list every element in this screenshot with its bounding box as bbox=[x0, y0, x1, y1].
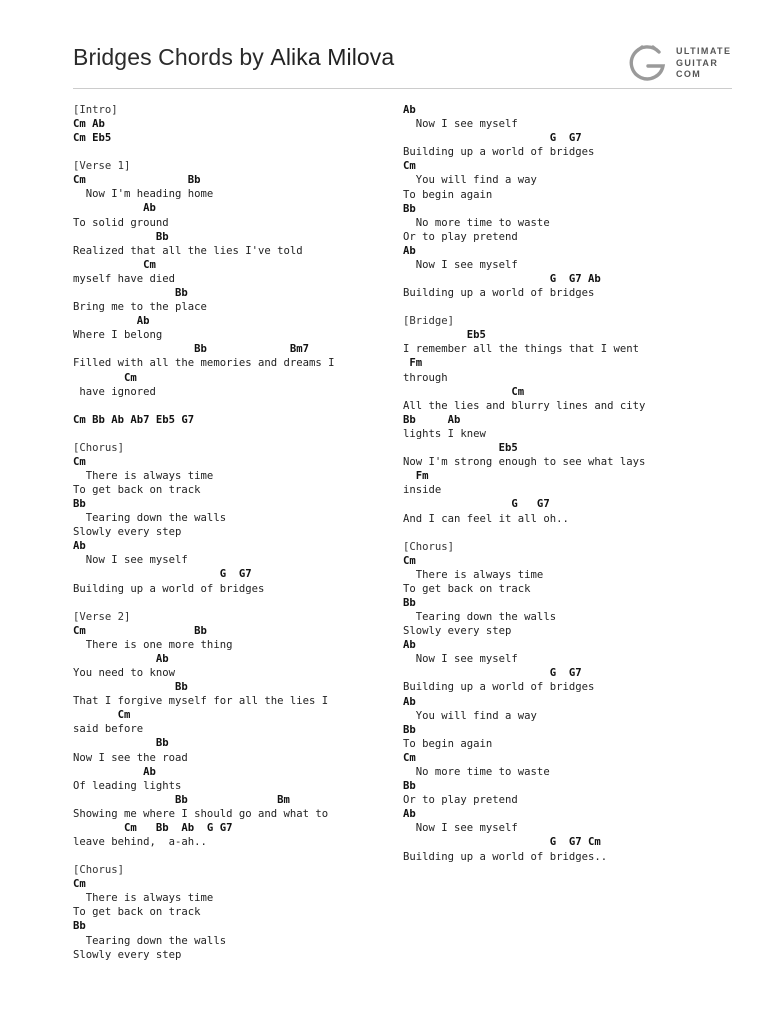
lyric-line: There is one more thing bbox=[73, 638, 233, 651]
chord-line: Ab bbox=[403, 104, 416, 116]
lyric-line: Slowly every step bbox=[73, 526, 182, 539]
lyric-line: To begin again bbox=[403, 188, 493, 201]
lyric-line: That I forgive myself for all the lies I bbox=[73, 695, 329, 708]
stanza-gap bbox=[73, 427, 393, 441]
chord-line: Cm bbox=[403, 385, 525, 398]
lyric-line: Now I see myself bbox=[403, 822, 518, 835]
lyric-line: Building up a world of bridges bbox=[403, 287, 595, 300]
lyric-line: Building up a world of bridges bbox=[403, 146, 595, 159]
lyric-line: You will find a way bbox=[403, 174, 537, 187]
chord-line: Cm Eb5 bbox=[73, 132, 112, 145]
chord-line: Ab bbox=[73, 202, 156, 215]
lyric-line: To begin again bbox=[403, 737, 493, 750]
chord-line: G G7 bbox=[403, 132, 582, 145]
lyric-line: And I can feel it all oh.. bbox=[403, 512, 569, 525]
header-divider bbox=[73, 88, 732, 89]
lyric-line: have ignored bbox=[73, 385, 156, 398]
chord-line: Bb bbox=[73, 287, 188, 300]
artist-name: Alika Milova bbox=[270, 44, 395, 70]
section-heading: [Chorus] bbox=[73, 864, 125, 877]
chord-line: Ab bbox=[403, 695, 416, 708]
chord-line: Bb bbox=[73, 737, 169, 750]
ultimate-guitar-logo bbox=[628, 44, 738, 84]
ultimate-guitar-logo-icon bbox=[628, 44, 668, 84]
lyric-line: Bring me to the place bbox=[73, 301, 207, 314]
chord-line: Fm bbox=[403, 357, 423, 370]
lyric-line: Of leading lights bbox=[73, 779, 182, 792]
chord-line: Cm bbox=[403, 160, 416, 173]
chord-line: Bb Bm7 bbox=[73, 343, 309, 356]
chord-line: Ab bbox=[403, 244, 416, 257]
chord-line: Ab bbox=[73, 540, 86, 553]
chord-line: Ab bbox=[73, 315, 150, 328]
lyric-line: through bbox=[403, 371, 448, 384]
chord-line: Bb bbox=[73, 230, 169, 243]
lyric-line: Now I see myself bbox=[403, 259, 518, 272]
lyric-line: Now I see the road bbox=[73, 751, 188, 764]
lyric-line: Building up a world of bridges.. bbox=[403, 850, 608, 863]
chord-line: Bb bbox=[403, 202, 416, 215]
chord-line: Cm bbox=[73, 709, 131, 722]
lyric-line: Building up a world of bridges bbox=[403, 681, 595, 694]
chord-line: Bb bbox=[73, 920, 86, 933]
logo-line: ULTIMATE bbox=[676, 46, 732, 56]
chord-line: G G7 Cm bbox=[403, 836, 601, 849]
lyric-line: Tearing down the walls bbox=[403, 610, 557, 623]
lyric-line: To get back on track bbox=[403, 582, 531, 595]
chord-line: Cm bbox=[73, 878, 86, 891]
chord-line: Cm Bb bbox=[73, 624, 207, 637]
chord-line: Fm bbox=[403, 470, 429, 483]
chord-line: Ab bbox=[73, 765, 156, 778]
lyric-line: said before bbox=[73, 723, 144, 736]
lyric-line: No more time to waste bbox=[403, 216, 550, 229]
chord-line: Bb bbox=[73, 498, 86, 511]
stanza-gap bbox=[73, 596, 393, 610]
lyric-line: Tearing down the walls bbox=[73, 512, 227, 525]
lyric-line: leave behind, a-ah.. bbox=[73, 836, 207, 849]
logo-line: COM bbox=[676, 69, 702, 79]
lyric-line: All the lies and blurry lines and city bbox=[403, 399, 646, 412]
chord-line: Ab bbox=[403, 639, 416, 652]
section-heading: [Chorus] bbox=[403, 540, 455, 553]
chord-line: Cm Bb Ab Ab7 Eb5 G7 bbox=[73, 413, 195, 426]
stanza-gap bbox=[73, 399, 393, 413]
right-column bbox=[403, 103, 723, 864]
lyric-line: Now I see myself bbox=[73, 554, 188, 567]
chord-line: Cm Bb bbox=[73, 174, 201, 187]
section-heading: [Verse 2] bbox=[73, 610, 131, 623]
lyric-line: inside bbox=[403, 484, 442, 497]
lyric-line: There is always time bbox=[73, 892, 214, 905]
lyric-line: Now I see myself bbox=[403, 118, 518, 131]
lyric-line: Now I see myself bbox=[403, 653, 518, 666]
chord-line: Cm Ab bbox=[73, 118, 105, 131]
lyric-line: I remember all the things that I went bbox=[403, 343, 639, 356]
logo-line: GUITAR bbox=[676, 57, 719, 68]
chord-line: Cm bbox=[73, 455, 86, 468]
section-heading: [Verse 1] bbox=[73, 160, 131, 173]
left-column bbox=[73, 103, 393, 962]
chord-line: Cm bbox=[403, 554, 416, 567]
lyric-line: To get back on track bbox=[73, 483, 201, 496]
chord-line: Bb Ab bbox=[403, 413, 461, 426]
chord-line: Cm Bb Ab G G7 bbox=[73, 821, 233, 834]
chord-line: G G7 bbox=[403, 667, 582, 680]
chord-line: Bb Bm bbox=[73, 793, 290, 806]
title-prefix: Bridges Chords by bbox=[73, 44, 271, 70]
chord-line: Bb bbox=[403, 723, 416, 736]
lyric-line: Slowly every step bbox=[403, 625, 512, 638]
lyric-line: Realized that all the lies I've told bbox=[73, 244, 303, 257]
chord-line: Ab bbox=[403, 808, 416, 821]
lyric-line: There is always time bbox=[403, 568, 544, 581]
chord-line: Bb bbox=[403, 780, 416, 793]
lyric-line: Filled with all the memories and dreams I bbox=[73, 357, 335, 370]
stanza-gap bbox=[403, 526, 723, 540]
chord-line: G G7 bbox=[73, 568, 252, 581]
lyric-line: lights I knew bbox=[403, 427, 486, 440]
stanza-gap bbox=[73, 849, 393, 863]
lyric-line: To solid ground bbox=[73, 216, 169, 229]
lyric-line: Or to play pretend bbox=[403, 794, 518, 807]
lyric-line: Now I'm heading home bbox=[73, 188, 214, 201]
chord-line: Ab bbox=[73, 652, 169, 665]
lyric-line: You need to know bbox=[73, 666, 176, 679]
lyric-line: No more time to waste bbox=[403, 766, 550, 778]
chord-line: Eb5 bbox=[403, 329, 486, 342]
chord-line: G G7 bbox=[403, 498, 550, 511]
logo-wordmark bbox=[676, 46, 731, 81]
lyric-line: myself have died bbox=[73, 272, 176, 285]
chord-line: Cm bbox=[403, 751, 416, 764]
stanza-gap bbox=[73, 145, 393, 159]
chord-line: Cm bbox=[73, 371, 137, 384]
lyric-line: Slowly every step bbox=[73, 948, 182, 961]
chord-line: Bb bbox=[403, 596, 416, 609]
chord-line: Bb bbox=[73, 681, 188, 694]
lyric-line: Where I belong bbox=[73, 329, 163, 342]
section-heading: [Chorus] bbox=[73, 441, 125, 454]
chord-line: Eb5 bbox=[403, 442, 518, 455]
lyric-line: Or to play pretend bbox=[403, 230, 518, 243]
lyric-line: There is always time bbox=[73, 469, 214, 482]
chord-line: Cm bbox=[73, 258, 156, 271]
page-title bbox=[73, 44, 394, 71]
stanza-gap bbox=[403, 300, 723, 314]
section-heading: [Intro] bbox=[73, 104, 118, 116]
lyric-line: You will find a way bbox=[403, 709, 537, 722]
section-heading: [Bridge] bbox=[403, 315, 455, 328]
chord-line: G G7 Ab bbox=[403, 273, 601, 286]
lyric-line: Showing me where I should go and what to bbox=[73, 807, 329, 820]
lyric-line: To get back on track bbox=[73, 906, 201, 919]
lyric-line: Building up a world of bridges bbox=[73, 582, 265, 595]
lyric-line: Tearing down the walls bbox=[73, 934, 227, 947]
lyric-line: Now I'm strong enough to see what lays bbox=[403, 456, 646, 469]
